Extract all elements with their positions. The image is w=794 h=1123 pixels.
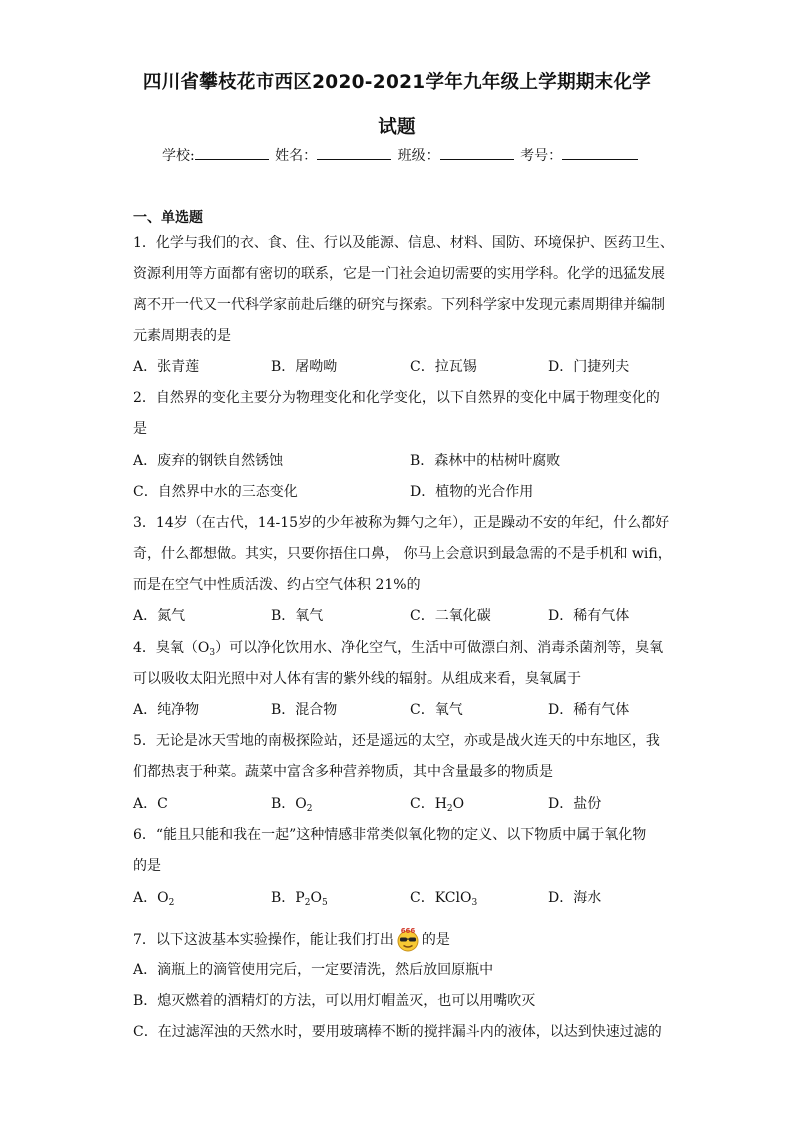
q1-option-c[interactable]: C．拉瓦锡 (410, 359, 477, 375)
school-label: 学校: (162, 148, 195, 164)
q5-option-c[interactable] (410, 796, 464, 812)
q6-option-b-sub1: 2 (304, 898, 311, 908)
q4-line-1-a: 4．臭氧（O (133, 640, 210, 656)
q1-option-b[interactable]: B．屠呦呦 (271, 359, 338, 375)
name-label: 姓名： (275, 148, 318, 164)
q1-line-1: 1．化学与我们的衣、食、住、行以及能源、信息、材料、国防、环境保护、医药卫生、 (133, 235, 674, 251)
emoji-666-text: 666 (400, 927, 416, 935)
exam-no-label: 考号： (520, 148, 563, 164)
q6-option-c-text: C．KClO (410, 890, 472, 906)
q5-option-d[interactable]: D．盐份 (548, 796, 602, 812)
q3-line-3: 而是在空气中性质活泼、约占空气体积 21%的 (133, 577, 421, 593)
q2-option-b[interactable]: B．森林中的枯树叶腐败 (410, 453, 561, 469)
q5-option-a[interactable]: A．C (133, 796, 168, 812)
q4-line-1-b: ）可以净化饮用水、净化空气，生活中可做漂白剂、消毒杀菌剂等，臭氧 (215, 640, 664, 656)
class-label: 班级： (397, 148, 440, 164)
name-blank[interactable] (317, 145, 391, 160)
q2-line-2: 是 (133, 421, 147, 437)
q4-option-b[interactable]: B．混合物 (271, 702, 338, 718)
class-blank[interactable] (440, 145, 514, 160)
q5-option-c-text: C．H (410, 796, 447, 812)
q4-line-2: 可以吸收太阳光照中对人体有害的紫外线的辐射。从组成来看，臭氧属于 (133, 671, 581, 687)
school-blank[interactable] (195, 145, 269, 160)
q4-line-1 (133, 640, 663, 656)
q5-option-b-text: B．O (271, 796, 307, 812)
q6-option-b-text: B．P (271, 890, 305, 906)
q6-option-b-mid: O (310, 890, 322, 906)
q5-option-b-sub: 2 (306, 804, 313, 814)
q6-line-1: 6．“能且只能和我在一起”这种情感非常类似氧化物的定义、以下物质中属于氧化物 (133, 827, 647, 843)
q7-option-c[interactable]: C．在过滤浑浊的天然水时，要用玻璃棒不断的搅拌漏斗内的液体，以达到快速过滤的 (133, 1024, 662, 1040)
q4-line-1-sub: 3 (209, 648, 216, 658)
q4-option-a[interactable]: A．纯净物 (133, 702, 200, 718)
q2-option-c[interactable]: C．自然界中水的三态变化 (133, 484, 298, 500)
q4-option-d[interactable]: D．稀有气体 (548, 702, 630, 718)
q3-option-d[interactable]: D．稀有气体 (548, 608, 630, 624)
q2-line-1: 2．自然界的变化主要分为物理变化和化学变化，以下自然界的变化中属于物理变化的 (133, 390, 660, 406)
q2-option-d[interactable]: D．植物的光合作用 (410, 484, 534, 500)
q6-option-c[interactable] (410, 890, 477, 906)
q7-line-1-a: 7．以下这波基本实验操作，能让我们打出 (133, 932, 394, 948)
q6-option-b-sub2: 5 (321, 898, 328, 908)
cool-face-emoji-icon (395, 926, 421, 950)
q6-line-2: 的是 (133, 858, 161, 874)
q6-option-a-sub: 2 (168, 898, 175, 908)
q5-line-1: 5．无论是冰天雪地的南极探险站，还是遥远的太空，亦或是战火连天的中东地区，我 (133, 733, 660, 749)
q6-option-b[interactable] (271, 890, 328, 906)
q5-option-c-tail: O (452, 796, 465, 812)
q7-line-1-b: 的是 (421, 932, 450, 948)
q1-line-3: 离不开一代又一代科学家前赴后继的研究与探索。下列科学家中发现元素周期律并编制 (133, 297, 665, 313)
exam-no-blank[interactable] (562, 145, 638, 160)
section-title: 一、单选题 (133, 210, 203, 226)
q4-option-c[interactable]: C．氧气 (410, 702, 463, 718)
q7-option-b[interactable]: B．熄灭燃着的酒精灯的方法，可以用灯帽盖灭，也可以用嘴吹灭 (133, 993, 536, 1009)
q6-option-d[interactable]: D．海水 (548, 890, 602, 906)
q7-option-a[interactable]: A．滴瓶上的滴管使用完后，一定要清洗，然后放回原瓶中 (133, 962, 494, 978)
q7-line-1 (133, 926, 450, 950)
q6-option-c-sub: 3 (471, 898, 478, 908)
page-title-line-1: 四川省攀枝花市西区2020-2021学年九年级上学期期末化学 (142, 72, 652, 93)
q3-line-1: 3．14岁（在古代，14-15岁的少年被称为舞勺之年），正是躁动不安的年纪，什么都好 (133, 515, 670, 531)
page-title-line-2: 试题 (378, 117, 416, 138)
q5-option-b[interactable] (271, 796, 313, 812)
q5-option-c-sub: 2 (446, 804, 453, 814)
q3-option-c[interactable]: C．二氧化碳 (410, 608, 491, 624)
q1-line-2: 资源利用等方面都有密切的联系，它是一门社会迫切需要的实用学科。化学的迅猛发展 (133, 266, 665, 282)
q6-option-a[interactable] (133, 890, 174, 906)
q3-option-a[interactable]: A．氮气 (133, 608, 186, 624)
q2-option-a[interactable]: A．废弃的钢铁自然锈蚀 (133, 453, 284, 469)
q3-line-2: 奇，什么都想做。其实，只要你捂住口鼻， 你马上会意识到最急需的不是手机和 wifi， (133, 546, 672, 562)
q6-option-a-text: A．O (133, 890, 169, 906)
q1-option-d[interactable]: D．门捷列夫 (548, 359, 630, 375)
q1-option-a[interactable]: A．张青莲 (133, 359, 200, 375)
student-info-line (162, 145, 640, 165)
q1-line-4: 元素周期表的是 (133, 328, 231, 344)
q3-option-b[interactable]: B．氧气 (271, 608, 324, 624)
cool-face-emoji-svg (395, 926, 421, 952)
q5-line-2: 们都热衷于种菜。蔬菜中富含多种营养物质，其中含量最多的物质是 (133, 764, 553, 780)
